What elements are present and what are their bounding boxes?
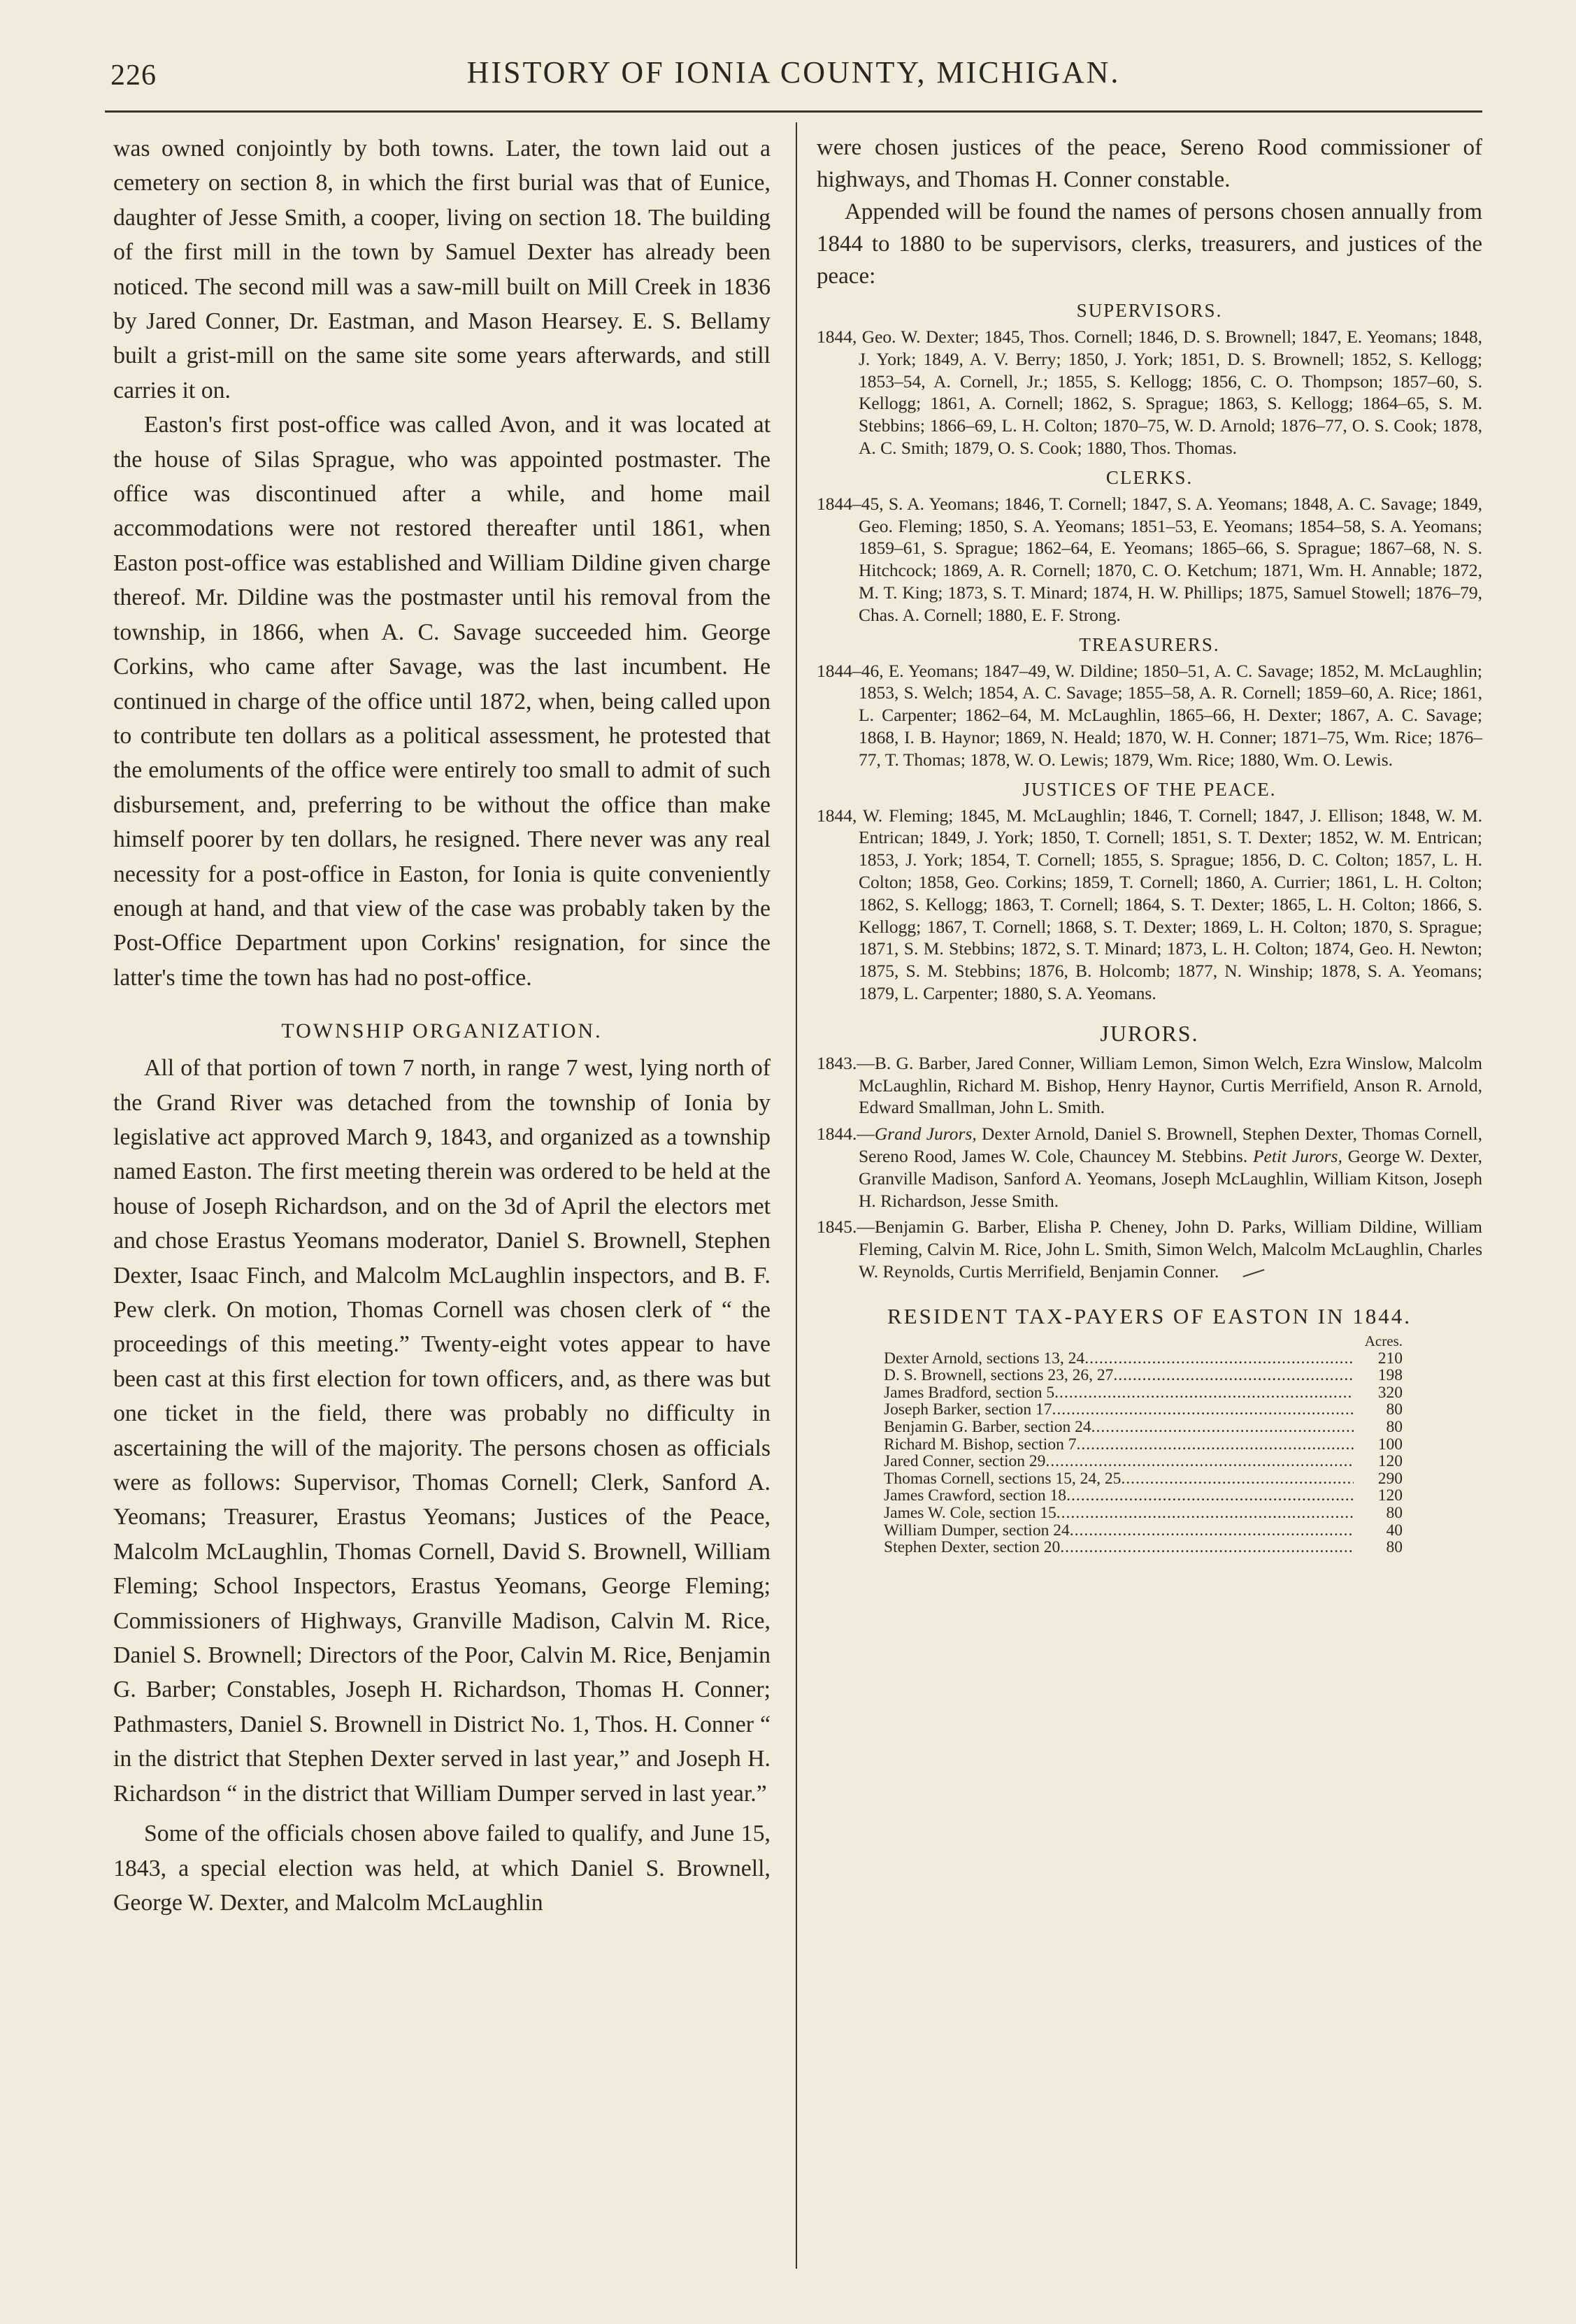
jurors-1844-lead: 1844.—: [817, 1124, 875, 1145]
clerks-list: 1844–45, S. A. Yeomans; 1846, T. Cornell; 1847, S. A. Yeomans; 1848, A. C. Savage; 1849, Geo. Fleming; 1850, S. A. Yeomans; 1851–53, E. Yeomans; 1854–58, S. A. Yeomans; 1859–61, S. Sprague; 1862–64, E. Yeomans; 1865–66, S. Sprague; 1867–68, N. S. Hitchcock; 1869, A. R. Cornell; 1870, C. O. Ketchum; 1871, Wm. H. Annable; 1872, M. T. King; 1873, S. T. Minard; 1874, H. W. Phillips; 1875, Samuel Stowell; 1876–79, Chas. A. Cornell; 1880, E. F. Strong.: [817, 493, 1482, 625]
taxpayer-row: [884, 1436, 1407, 1454]
taxpayer-name: James W. Cole, section 15: [884, 1504, 1056, 1523]
taxpayer-name: Benjamin G. Barber, section 24: [884, 1418, 1091, 1437]
heading-supervisors: SUPERVISORS.: [1076, 300, 1223, 321]
paragraph-organization: All of that portion of town 7 north, in range 7 west, lying north of the Grand River was detached from the township of Ionia by legislative act approved March 9, 1843, and organized as a township named Easton. The first meeting therein was ordered to be held at the house of Joseph Richardson, and on the 3d of April the electors met and chose Erastus Yeomans moderator, Daniel S. Brownell, Stephen Dexter, Isaac Finch, and Malcolm McLaughlin inspectors, and B. F. Pew clerk. On motion, Thomas Cornell was chosen clerk of “ the proceedings of this meeting.” Twenty-eight votes appear to have been cast at this first election for town officers, and, as there was but one ticket in the field, there was probably no difficulty in ascertaining the will of the majority. The persons chosen as officials were as follows: Supervisor, Thomas Cornell; Clerk, Sanford A. Yeomans; Treasurer, Erastus Yeomans; Justices of the Peace, Malcolm McLaughlin, Thomas Cornell, David S. Brownell, William Fleming; School Inspectors, Erastus Yeomans, George Fleming; Commissioners of Highways, Granville Madison, Calvin M. Rice, Daniel S. Brownell; Directors of the Poor, Calvin M. Rice, Benjamin G. Barber; Constables, Joseph H. Richardson, Thomas H. Conner; Pathmasters, Daniel S. Brownell in District No. 1, Thos. H. Conner “ in the district that Stephen Dexter served in last year,” and Joseph H. Richardson “ in the district that William Dumper served in last year.”: [113, 1055, 771, 1807]
taxpayer-acres: 210: [1377, 1349, 1403, 1368]
supervisors-list: 1844, Geo. W. Dexter; 1845, Thos. Cornell; 1846, D. S. Brownell; 1847, E. Yeomans; 1848, J. York; 1849, A. V. Berry; 1850, J. York; 1851, D. S. Brownell; 1852, S. Kellogg; 1853–54, A. Cornell, Jr.; 1855, S. Kellogg; 1856, C. O. Thompson; 1857–60, S. Kellogg; 1861, A. Cornell; 1862, S. Sprague; 1863, S. Kellogg; 1864–65, S. M. Stebbins; 1866–69, L. H. Colton; 1870–75, W. D. Arnold; 1876–77, O. S. Cook; 1878, A. C. Smith; 1879, O. S. Cook; 1880, Thos. Thomas.: [817, 327, 1482, 458]
heading-jurors: JURORS.: [1100, 1020, 1199, 1046]
header-rule: [105, 110, 1482, 113]
taxpayer-row: [884, 1350, 1407, 1368]
heading-taxpayers: RESIDENT TAX-PAYERS OF EASTON IN 1844.: [887, 1303, 1412, 1328]
leader-dots: [1070, 1522, 1354, 1540]
taxpayer-name: Stephen Dexter, section 20: [884, 1538, 1061, 1557]
taxpayer-acres: 80: [1386, 1418, 1403, 1437]
taxpayer-name: Jared Conner, section 29: [884, 1452, 1046, 1471]
leader-dots: [1052, 1401, 1354, 1419]
grand-jurors: Dexter Arnold, Daniel S. Brownell, Stephen Dexter, Thomas Cornell, Sereno Rood, James W. Cole, Chauncey M. Stebbins.: [859, 1124, 1482, 1166]
taxpayer-name: James Bradford, section 5: [884, 1383, 1055, 1402]
grand-jurors-label: Grand Jurors,: [874, 1124, 977, 1145]
heading-justices: JUSTICES OF THE PEACE.: [1022, 778, 1277, 800]
taxpayer-row: [884, 1522, 1407, 1540]
taxpayer-row: [884, 1539, 1407, 1556]
heading-treasurers: TREASURERS.: [1079, 633, 1220, 655]
taxpayer-row: [884, 1470, 1407, 1488]
taxpayer-acres: 80: [1386, 1504, 1403, 1523]
heading-clerks: CLERKS.: [1105, 466, 1194, 488]
taxpayer-name: Thomas Cornell, sections 15, 24, 25: [884, 1469, 1122, 1488]
taxpayer-name: James Crawford, section 18: [884, 1486, 1067, 1505]
heading-township-organization: TOWNSHIP ORGANIZATION.: [281, 1019, 603, 1043]
taxpayers-rows: [884, 1350, 1407, 1556]
paragraph-appended: Appended will be found the names of persons chosen annually from 1844 to 1880 to be supervisors, clerks, treasurers, and justices of the peace:: [817, 199, 1482, 289]
paragraph-justices-chosen: were chosen justices of the peace, Sereno Rood commissioner of highways, and Thomas H. Conner constable.: [817, 135, 1482, 192]
paragraph-post-office: Easton's first post-office was called Avon, and it was located at the house of Silas Sprague, who was appointed postmaster. The office was discontinued after a while, and home mail accommodations were not restored thereafter until 1861, when Easton post-office was established and William Dildine given charge thereof. Mr. Dildine was the postmaster until his removal from the township, in 1866, when A. C. Savage succeeded him. George Corkins, who came after Savage, was the last incumbent. He continued in charge of the office until 1872, when, being called upon to contribute ten dollars as a political assessment, he protested that the emoluments of the office were entirely too small to admit of such disbursement, and, preferring to be without the office than make himself poorer by ten dollars, he resigned. There never was any real necessity for a post-office in Easton, for Ionia is quite conveniently enough at hand, and that view of the case was probably taken by the Post-Office Department upon Corkins' resignation, for since the latter's time the town has had no post-office.: [113, 412, 771, 991]
taxpayer-row: [884, 1505, 1407, 1522]
acres-column-header: Acres.: [1364, 1332, 1403, 1349]
leader-dots: [1045, 1453, 1354, 1470]
taxpayer-name: William Dumper, section 24: [884, 1521, 1070, 1540]
page-header: [105, 55, 1482, 103]
jurors-1844: [817, 1123, 1482, 1212]
taxpayer-row: [884, 1419, 1407, 1436]
jurors-1845-text: 1845.—Benjamin G. Barber, Elisha P. Cheney, John D. Parks, William Dildine, William Fleming, Calvin M. Rice, John L. Smith, Simon Welch, Malcolm McLaughlin, Charles W. Reynolds, Curtis Merrifield, Benjamin Conner.: [817, 1217, 1482, 1282]
leader-dots: [1056, 1505, 1354, 1522]
taxpayer-name: Richard M. Bishop, section 7: [884, 1435, 1077, 1454]
taxpayer-acres: 120: [1377, 1452, 1403, 1471]
petit-jurors: George W. Dexter, Granville Madison, Sanford A. Yeomans, Joseph McLaughlin, William Kitson, Joseph H. Richardson, Jesse Smith.: [859, 1145, 1482, 1211]
taxpayer-acres: 290: [1377, 1469, 1403, 1488]
leader-dots: [1091, 1419, 1354, 1436]
paragraph-special-election: Some of the officials chosen above failed to qualify, and June 15, 1843, a special election was held, at which Daniel S. Brownell, George W. Dexter, and Malcolm McLaughlin: [113, 1821, 771, 1916]
leader-dots: [1121, 1470, 1354, 1488]
page-number: 226: [110, 59, 157, 92]
taxpayer-acres: 100: [1377, 1435, 1403, 1454]
jurors-1843: 1843.—B. G. Barber, Jared Conner, William Lemon, Simon Welch, Ezra Winslow, Malcolm McLaughlin, Richard M. Bishop, Henry Haynor, Curtis Merrifield, Anson R. Arnold, Edward Smallman, John L. Smith.: [817, 1052, 1482, 1118]
leader-dots: [1076, 1436, 1354, 1454]
taxpayer-row: [884, 1487, 1407, 1505]
running-title: HISTORY OF IONIA COUNTY, MICHIGAN.: [466, 55, 1121, 89]
justices-list: 1844, W. Fleming; 1845, M. McLaughlin; 1846, T. Cornell; 1847, J. Ellison; 1848, W. M. Entrican; 1849, J. York; 1850, T. Cornell; 1851, S. T. Dexter; 1852, W. M. Entrican; 1853, J. York; 1854, T. Cornell; 1855, S. Sprague; 1856, D. C. Colton; 1857, L. H. Colton; 1858, Geo. Corkins; 1859, T. Cornell; 1860, A. Currier; 1861, L. H. Colton; 1862, S. Kellogg; 1863, T. Cornell; 1864, S. T. Dexter; 1865, L. H. Colton; 1866, S. Kellogg; 1867, T. Cornell; 1868, S. T. Dexter; 1869, L. H. Colton; 1870, S. Sprague; 1871, S. M. Stebbins; 1872, S. T. Minard; 1873, L. H. Colton; 1874, Geo. H. Newton; 1875, S. M. Stebbins; 1876, B. Holcomb; 1877, N. Winship; 1878, S. A. Yeomans; 1879, L. Carpenter; 1880, S. A. Yeomans.: [817, 805, 1482, 1003]
leader-dots: [1054, 1384, 1354, 1402]
leader-dots: [1066, 1487, 1354, 1505]
leader-dots: [1113, 1367, 1354, 1384]
taxpayer-acres: 120: [1377, 1486, 1403, 1505]
leader-dots: [1060, 1539, 1354, 1556]
end-mark: [1243, 1269, 1265, 1277]
taxpayer-acres: 198: [1377, 1366, 1403, 1385]
petit-jurors-label: Petit Jurors,: [1252, 1145, 1342, 1166]
taxpayer-row: [884, 1453, 1407, 1470]
taxpayer-row: [884, 1367, 1407, 1384]
taxpayer-name: D. S. Brownell, sections 23, 26, 27: [884, 1366, 1114, 1385]
column-divider: [796, 122, 797, 2269]
taxpayer-acres: 320: [1377, 1383, 1403, 1402]
taxpayer-acres: 80: [1386, 1400, 1403, 1419]
taxpayer-acres: 40: [1386, 1521, 1403, 1540]
taxpayer-name: Joseph Barker, section 17: [884, 1400, 1052, 1419]
taxpayer-acres: 80: [1386, 1538, 1403, 1557]
taxpayer-name: Dexter Arnold, sections 13, 24: [884, 1349, 1085, 1368]
left-column: [113, 131, 771, 1920]
leader-dots: [1084, 1350, 1354, 1368]
paragraph-mills: was owned conjointly by both towns. Later, the town laid out a cemetery on section 8, in which the first burial was that of Eunice, daughter of Jesse Smith, a cooper, living on section 18. The building of the first mill in the town by Samuel Dexter has already been noticed. The second mill was a saw-mill built on Mill Creek in 1836 by Jared Conner, Dr. Eastman, and Mason Hearsey. E. S. Bellamy built a grist-mill on the same site some years afterwards, and still carries it on.: [113, 136, 771, 403]
jurors-1845: [817, 1216, 1482, 1282]
treasurers-list: 1844–46, E. Yeomans; 1847–49, W. Dildine; 1850–51, A. C. Savage; 1852, M. McLaughlin; 1853, S. Welch; 1854, A. C. Savage; 1855–58, A. R. Cornell; 1859–60, A. Rice; 1861, L. Carpenter; 1862–64, M. McLaughlin, 1865–66, H. Dexter; 1867, A. C. Savage; 1868, I. B. Haynor; 1869, N. Heald; 1870, W. H. Conner; 1871–75, Wm. Rice; 1876–77, T. Thomas; 1878, W. O. Lewis; 1879, Wm. Rice; 1880, Wm. O. Lewis.: [817, 660, 1482, 770]
right-column: [817, 131, 1482, 1556]
taxpayer-row: [884, 1401, 1407, 1419]
taxpayer-row: [884, 1384, 1407, 1402]
taxpayers-table: [884, 1332, 1407, 1556]
